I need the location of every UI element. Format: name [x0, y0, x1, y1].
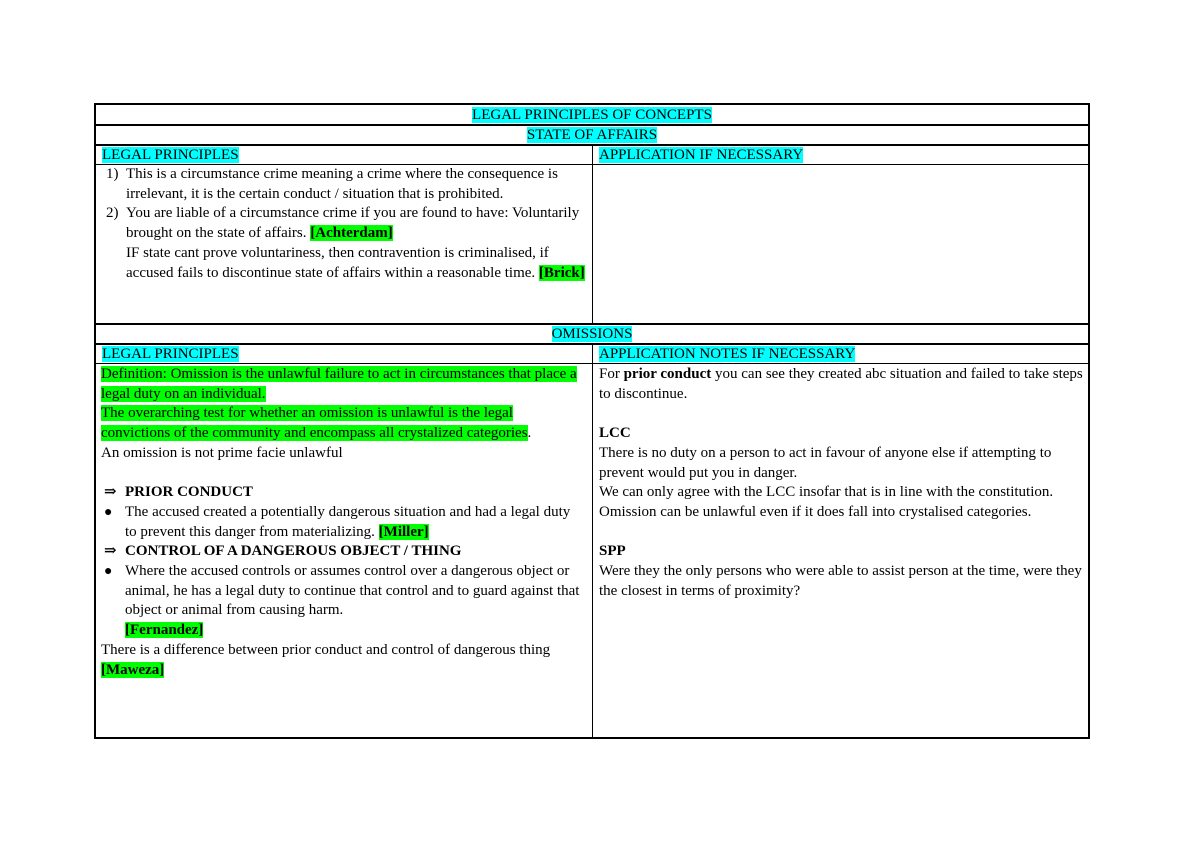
bullet-icon: ● [104, 564, 113, 580]
omissions-right-header: APPLICATION NOTES IF NECESSARY [599, 346, 856, 362]
concepts-table [94, 103, 1090, 739]
prior-conduct-bullet: ● The accused created a potentially dangerous situation and had a legal duty to prevent this danger from materializing. [Miller] [104, 503, 571, 540]
table-title: LEGAL PRINCIPLES OF CONCEPTS [472, 107, 712, 123]
omissions-heading: OMISSIONS [551, 326, 633, 342]
omissions-heading-row [96, 325, 1088, 344]
state-of-affairs-heading: STATE OF AFFAIRS [526, 127, 658, 143]
overarching-test-text: The overarching test for whether an omission is unlawful is the legal convictions of the community and encompass all crystalized categories [101, 405, 528, 442]
state-of-affairs-principles [102, 165, 586, 283]
omissions-application-notes: For prior conduct you can see they created abc situation and failed to take steps to discontinue. LCC There is no duty on a person to act in favour of anyone else if attempting to prevent would put you in danger. We can only agree with the LCC insofar that is in line with the constitution. Omission can be unlawful even if it does fall into crystalised categories. SPP Were they the only persons who were able to assist person at the time, were they the closest in terms of proximity? [599, 366, 1083, 599]
case-citation: [Miller] [378, 523, 429, 540]
list-item: 1) This is a circumstance crime meaning a crime where the consequence is irrelevant, it is the certain conduct / situation that is prohibited. [106, 166, 558, 202]
difference-text: There is a difference between prior conduct and control of dangerous thing [101, 641, 551, 658]
state-left-header: LEGAL PRINCIPLES [102, 147, 239, 163]
case-citation: [Maweza] [101, 661, 165, 678]
spp-heading: SPP [599, 543, 626, 560]
state-right-header: APPLICATION IF NECESSARY [599, 147, 804, 163]
case-citation: [Brick] [538, 264, 585, 281]
omissions-left-header: LEGAL PRINCIPLES [102, 346, 239, 362]
omissions-principles: Definition: Omission is the unlawful failure to act in circumstances that place a legal duty on an individual. The overarching test for whether an omission is unlawful is the legal convictions of the community and encompass all crystalized categories. An omission is not prime facie unlawful ⇒ PRIOR CONDUCT ● The accused created a potentially dangerous situation and had a legal duty to prevent this danger from materializing. [Miller] ⇒ CONTROL OF A DANGEROUS OBJECT / THING ● Where the accused controls or assumes control over a dangerous object or animal, he has a legal duty to continue that control and to guard against that object or animal from causing harm. [Fernandez] There is a difference between prior conduct and control of dangerous thing [Maweza] [101, 365, 585, 680]
table-title-row [96, 106, 1088, 125]
bullet-icon: ● [104, 504, 113, 520]
arrow-icon: ⇒ [104, 484, 117, 501]
control-bullet: ● Where the accused controls or assumes control over a dangerous object or animal, he has a legal duty to continue that control and to guard against that object or animal from causing harm. [Fernandez] [104, 563, 580, 639]
definition-text: Definition: Omission is the unlawful failure to act in circumstances that place a legal duty on an individual. [101, 366, 577, 402]
prima-facie-text: An omission is not prime facie unlawful [101, 444, 343, 461]
lcc-heading: LCC [599, 425, 631, 442]
prior-conduct-item: ⇒ PRIOR CONDUCT [101, 483, 585, 503]
state-of-affairs-heading-row [96, 126, 1088, 145]
arrow-icon: ⇒ [104, 543, 117, 560]
case-citation: [Achterdam] [310, 225, 393, 242]
list-item: 2) You are liable of a circumstance crime if you are found to have: Voluntarily brought on the state of affairs. [Achterdam] IF state cant prove voluntariness, then contravention is criminalised, if accused fails to discontinue state of affairs within a reasonable time. [Brick] [106, 205, 585, 281]
case-citation: [Fernandez] [125, 622, 204, 639]
control-item: ⇒ CONTROL OF A DANGEROUS OBJECT / THING [101, 542, 585, 562]
